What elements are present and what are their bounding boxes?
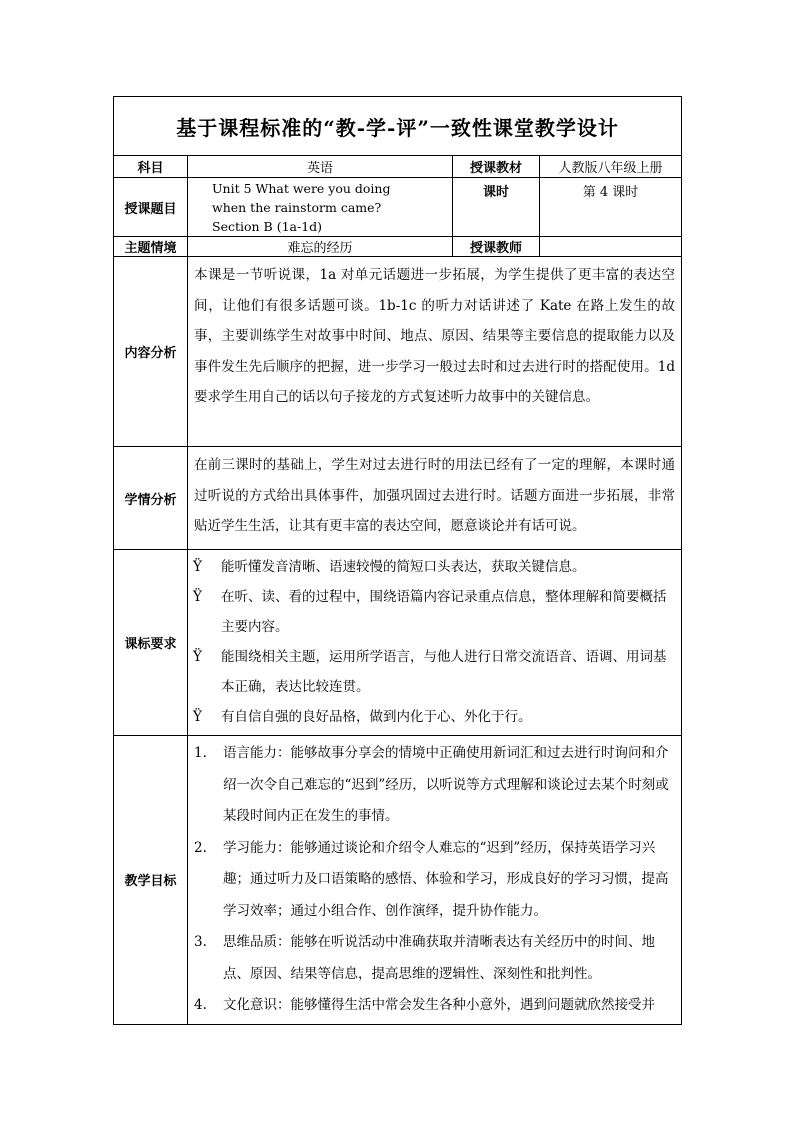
bullet-marker: Ÿ xyxy=(193,589,202,605)
learner-analysis-label: 学情分析 xyxy=(114,447,188,550)
objective-item xyxy=(191,990,675,1022)
objective-item xyxy=(191,833,675,928)
subject-label: 科目 xyxy=(114,156,188,178)
standards-label: 课标要求 xyxy=(114,550,188,736)
period-label: 课时 xyxy=(453,178,540,237)
standards-item xyxy=(191,552,675,582)
standards-item-text: 能听懂发音清晰、语速较慢的简短口头表达，获取关键信息。 xyxy=(221,559,586,575)
teacher-label: 授课教师 xyxy=(453,237,540,257)
objective-text: 文化意识：能够懂得生活中常会发生各种小意外，遇到问题就欣然接受并 xyxy=(223,997,655,1013)
standards-item xyxy=(191,642,675,702)
objective-number: 3. xyxy=(194,934,207,950)
bullet-marker: Ÿ xyxy=(193,649,202,665)
bullet-marker: Ÿ xyxy=(193,559,202,575)
topic-value: Unit 5 What were you doing when the rainstorm came? Section B (1a-1d) xyxy=(212,181,391,234)
objective-text: 思维品质：能够在听说活动中准确获取并清晰表达有关经历中的时间、地点、原因、结果等信息，提高思维的逻辑性、深刻性和批判性。 xyxy=(223,934,655,982)
standards-list xyxy=(188,550,681,734)
standards-item xyxy=(191,582,675,642)
objectives-list xyxy=(188,736,681,1024)
standards-item-text: 在听、读、看的过程中，围绕语篇内容记录重点信息，整体理解和简要概括主要内容。 xyxy=(221,589,667,635)
objectives-label: 教学目标 xyxy=(114,736,188,1025)
objective-number: 4. xyxy=(194,997,207,1013)
period-value: 第 4 课时 xyxy=(540,178,682,237)
standards-item xyxy=(191,702,675,732)
topic-label: 授课题目 xyxy=(114,178,188,237)
standards-item-text: 有自信自强的良好品格，做到内化于心、外化于行。 xyxy=(221,709,532,725)
learner-analysis-text: 在前三课时的基础上，学生对过去进行时的用法已经有了一定的理解，本课时通过听说的方式给出具体事件，加强巩固过去进行时。话题方面进一步拓展，非常贴近学生生活，让其有更丰富的表达空间，愿意谈论并有话可说。 xyxy=(194,457,676,534)
standards-item-text: 能围绕相关主题，运用所学语言，与他人进行日常交流语音、语调、用词基本正确，表达比较连贯。 xyxy=(221,649,667,695)
objective-text: 学习能力：能够通过谈论和介绍令人难忘的“迟到”经历，保持英语学习兴趣；通过听力及口语策略的感悟、体验和学习，形成良好的学习习惯，提高学习效率；通过小组合作、创作演绎，提升协作能力。 xyxy=(223,839,669,919)
objective-item xyxy=(191,738,675,833)
lesson-plan xyxy=(113,96,681,1025)
objective-number: 1. xyxy=(194,745,207,761)
textbook-value: 人教版八年级上册 xyxy=(540,156,682,178)
objective-number: 2. xyxy=(194,839,207,856)
document-title: 基于课程标准的“教-学-评”一致性课堂教学设计 xyxy=(114,97,682,156)
content-analysis-label: 内容分析 xyxy=(114,257,188,447)
lesson-plan-table xyxy=(113,96,682,1025)
theme-label: 主题情境 xyxy=(114,237,188,257)
theme-value: 难忘的经历 xyxy=(188,237,453,257)
objective-text: 语言能力：能够故事分享会的情境中正确使用新词汇和过去进行时询问和介绍一次令自己难忘的“迟到”经历，以听说等方式理解和谈论过去某个时刻或某段时间内正在发生的事情。 xyxy=(223,745,669,824)
teacher-value xyxy=(540,237,682,257)
content-analysis-text: 本课是一节听说课，1a 对单元话题进一步拓展，为学生提供了更丰富的表达空间，让他们有很多话题可谈。1b-1c 的听力对话讲述了 Kate 在路上发生的故事，主要训练学生对故事中时间、地点、原因、结果等主要信息的提取能力以及事件发生先后顺序的把握，进一步学习一般过去时和过去进行时的搭配使用。1d 要求学生用自己的话以句子接龙的方式复述听力故事中的关键信息。 xyxy=(194,267,676,405)
objective-item xyxy=(191,927,675,990)
subject-value: 英语 xyxy=(188,156,453,178)
bullet-marker: Ÿ xyxy=(193,709,202,725)
textbook-label: 授课教材 xyxy=(453,156,540,178)
